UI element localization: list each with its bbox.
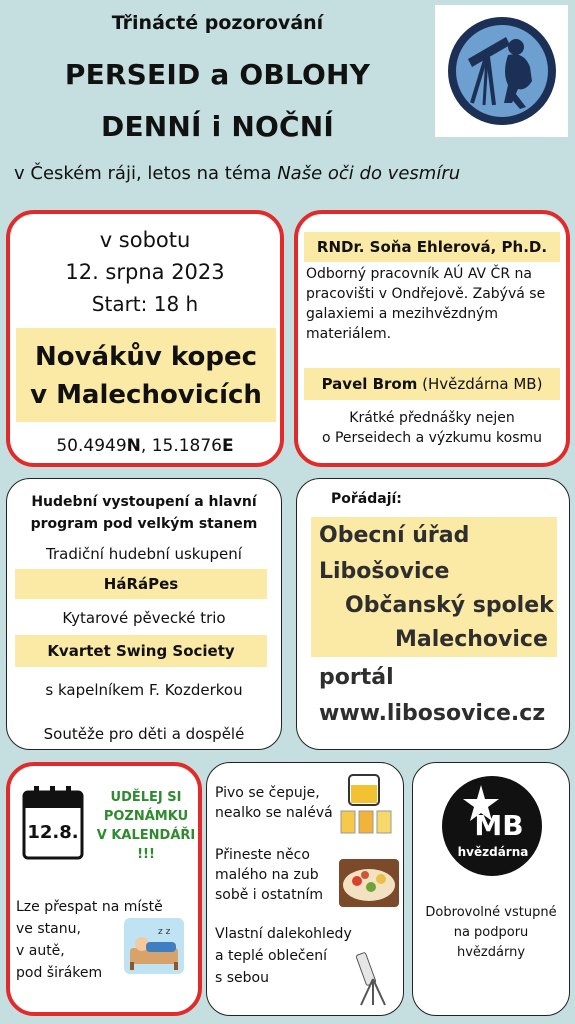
speaker2: [304, 368, 560, 400]
beer-line2: nealko se nalévá: [215, 805, 333, 821]
observatory-card: [412, 762, 570, 1016]
event-date: 12. srpna 2023: [65, 260, 225, 284]
observatory-logo-text: MB: [474, 809, 524, 842]
speaker1-desc-2: pracovišti v Ondřejově. Zabývá se: [306, 286, 546, 302]
telescope-icon: [351, 947, 395, 1007]
subtitle-prefix: v Českém ráji, letos na téma: [14, 163, 278, 184]
group1-desc: Tradiční hudební uskupení: [46, 545, 242, 563]
speaker2-name: Pavel Brom: [321, 375, 418, 393]
coord-lat: 50.4949: [56, 436, 127, 456]
organizers-card: [296, 478, 570, 750]
food-plate-icon: [339, 859, 399, 907]
org1-line1: Obecní úřad: [319, 523, 470, 548]
info-card: [206, 762, 404, 1016]
sleep-line1: Lze přespat na místě: [16, 899, 163, 915]
event-place: [16, 328, 276, 422]
speaker1-desc-4: materiálem.: [306, 326, 392, 342]
svg-text:z z: z z: [158, 927, 171, 937]
subtitle-theme: Naše oči do vesmíru: [277, 163, 461, 184]
speaker1-desc-3: galaxiemi a mezihvězdným: [306, 306, 499, 322]
calendar-note: [94, 788, 198, 864]
talks-line2: o Perseidech a výzkumu kosmu: [321, 430, 543, 446]
note-line3: V KALENDÁŘI: [96, 828, 196, 843]
entry-line2: na podporu: [453, 925, 529, 940]
beer-info: [215, 783, 333, 823]
entry-line3: hvězdárny: [456, 945, 526, 960]
bring-line3: sobě i ostatním: [215, 887, 323, 903]
music-heading: [7, 491, 281, 535]
note-line1: UDĚLEJ SI: [110, 790, 182, 805]
speaker2-org: (Hvězdárna MB): [417, 375, 543, 393]
header-title-line2: PERSEID a OBLOHY: [64, 58, 371, 91]
beer-line1: Pivo se čepuje,: [215, 785, 320, 801]
music-card: [6, 478, 282, 750]
coord-lon: 15.1876: [151, 436, 223, 456]
entry-info: [413, 903, 569, 963]
event-start: Start: 18 h: [91, 292, 199, 316]
talks-line1: Krátké přednášky nejen: [349, 410, 515, 426]
note-line4: !!!: [137, 847, 155, 862]
group2-desc: Kytarové pěvecké trio: [62, 609, 226, 627]
scope-line1: Vlastní dalekohledy: [215, 926, 352, 942]
organizers-heading: Pořádají:: [331, 491, 402, 507]
observatory-logo-arc: hvězdárna: [457, 845, 529, 859]
portal-url[interactable]: www.libosovice.cz: [319, 701, 546, 726]
portal-label: portál: [319, 665, 394, 690]
sleep-line3: v autě,: [16, 943, 65, 959]
place-line2: v Malechovicích: [30, 380, 262, 410]
telescope-info: [215, 923, 352, 989]
band-leader: s kapelníkem F. Kozderkou: [45, 681, 243, 699]
bring-line2: malého na zub: [215, 867, 319, 883]
bring-info: [215, 845, 323, 905]
calendar-date: 12.8.: [27, 822, 79, 843]
music-heading-2: program pod velkým stanem: [30, 516, 258, 532]
sleep-line2: ve stanu,: [16, 921, 81, 937]
speaker1-description: [306, 264, 568, 344]
event-coordinates: [10, 436, 280, 456]
coord-lat-dir: N: [126, 436, 141, 456]
speaker1-desc-1: Odborný pracovník AÚ AV ČR na: [306, 266, 532, 282]
coord-lon-dir: E: [222, 436, 234, 456]
group2-name: Kvartet Swing Society: [15, 635, 267, 667]
scope-line2: a teplé oblečení: [215, 948, 327, 964]
scope-line3: s sebou: [215, 970, 269, 986]
event-day: v sobotu: [99, 228, 191, 252]
sleeping-person-icon: [124, 918, 184, 974]
music-heading-1: Hudební vystoupení a hlavní: [31, 494, 257, 510]
group1-name: HáRáPes: [15, 569, 267, 599]
astronomer-logo: [435, 5, 568, 137]
header-title-line3: DENNÍ i NOČNÍ: [101, 110, 334, 143]
contests: Soutěže pro děti a dospělé: [43, 725, 245, 743]
speaker1-name: RNDr. Soňa Ehlerová, Ph.D.: [304, 232, 560, 262]
place-line1: Novákův kopec: [34, 342, 258, 372]
org2-line2: Malechovice: [395, 627, 548, 652]
header-subtitle: [14, 163, 574, 184]
org2-line1: Občanský spolek: [345, 593, 554, 618]
header-line1: Třinácté pozorování: [111, 12, 324, 34]
entry-line1: Dobrovolné vstupné: [425, 905, 557, 920]
telescope-observer-icon: [446, 15, 558, 127]
talks-info: [298, 408, 566, 448]
calendar-card: [6, 762, 202, 1016]
org1-line2: Libošovice: [319, 559, 450, 584]
sleep-line4: pod širákem: [16, 965, 103, 981]
bring-line1: Přineste něco: [215, 847, 310, 863]
note-line2: POZNÁMKU: [103, 809, 189, 824]
event-card: [6, 210, 284, 467]
beer-icon: [337, 771, 397, 837]
speakers-card: [294, 210, 570, 467]
coord-separator: ,: [140, 436, 152, 456]
